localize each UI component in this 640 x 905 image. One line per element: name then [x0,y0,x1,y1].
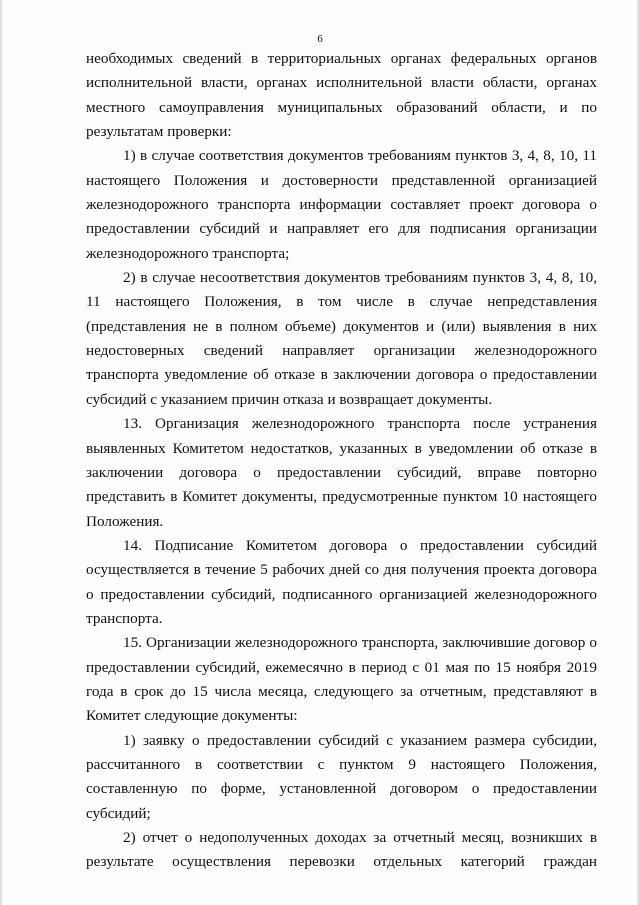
paragraph-15-item-1: 1) заявку о предоставлении субсидий с указанием размера субсидии, рассчитанного в соответствии с пунктом 9 настоящего Положения, составленную по форме, установленной договором о предоставлении субсидий; [86,731,597,822]
scan-edge-right [636,0,640,905]
paragraph-item-1: 1) в случае соответствия документов требованиям пунктов 3, 4, 8, 10, 11 настоящего Положения и достоверности представленной организацией железнодорожного транспорта информации составляет проект договора о предоставлении субсидий и направляет его для подписания организации железнодорожного транспорта; [86,147,597,262]
paragraph-15-item-2: 2) отчет о недополученных доходах за отчетный месяц, возникших в результате осуществления перевозки отдельных категорий граждан [86,829,597,871]
paragraph-item-2: 2) в случае несоответствия документов требованиям пунктов 3, 4, 8, 10, 11 настоящего Положения, в том числе в случае непредставления (представления не в полном объеме) документов и (или) выявления в них недостоверных сведений направляет организации железнодорожного транспорта уведомление об отказе в заключении договора о предоставлении субсидий с указанием причин отказа и возвращает документы. [86,269,597,408]
document-body [86,47,597,875]
paragraph-13: 13. Организация железнодорожного транспорта после устранения выявленных Комитетом недостатков, указанных в уведомлении об отказе в заключении договора о предоставлении субсидий, вправе повторно представить в Комитет документы, предусмотренные пунктом 10 настоящего Положения. [86,415,597,530]
scan-edge-left [0,0,3,905]
paragraph-intro-continuation: необходимых сведений в территориальных органах федеральных органов исполнительной власти, органах исполнительной власти области, органах местного самоуправления муниципальных образований области, и по результатам проверки: [86,50,597,141]
page-number: 6 [317,33,323,45]
paragraph-14: 14. Подписание Комитетом договора о предоставлении субсидий осуществляется в течение 5 рабочих дней со дня получения проекта договора о предоставлении субсидий, подписанного организацией железнодорожного транспорта. [86,536,597,627]
paragraph-15: 15. Организации железнодорожного транспорта, заключившие договор о предоставлении субсидий, ежемесячно в период с 01 мая по 15 ноября 2019 года в срок до 15 числа месяца, следующего за отчетным, представляют в Комитет следующие документы: [86,634,597,725]
